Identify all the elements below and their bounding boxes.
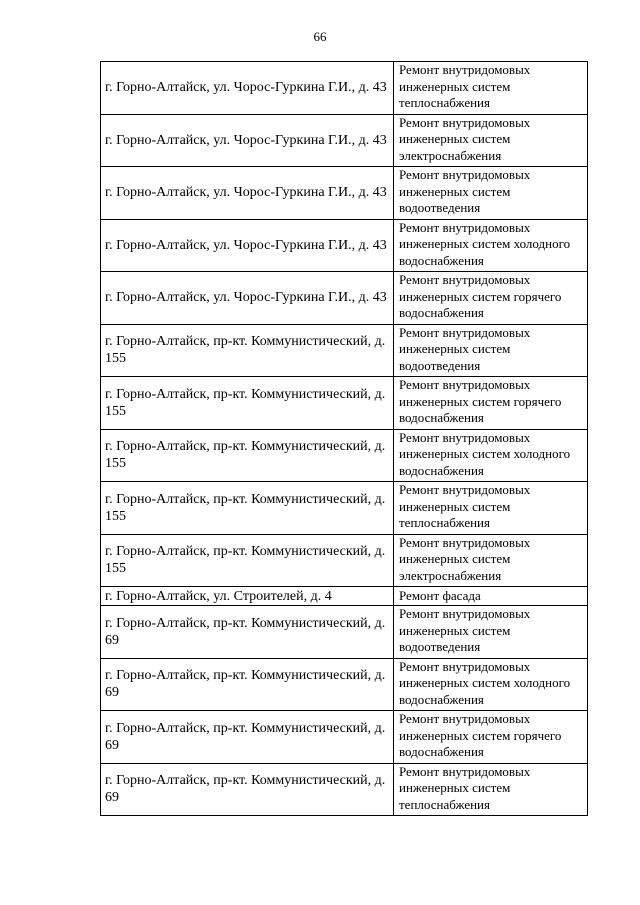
address-text: г. Горно-Алтайск, ул. Чорос-Гуркина Г.И., д. 43 (105, 132, 387, 148)
work-cell (394, 658, 588, 711)
work-text: Ремонт внутридомовых инженерных систем холодного водоснабжения (399, 429, 571, 478)
table-row (101, 377, 588, 430)
address-text: г. Горно-Алтайск, пр-кт. Коммунистический, д. 69 (105, 720, 386, 753)
work-text: Ремонт внутридомовых инженерных систем теплоснабжения (399, 62, 531, 110)
address-text: г. Горно-Алтайск, ул. Строителей, д. 4 (105, 588, 332, 604)
address-cell (101, 429, 394, 482)
table-row (101, 219, 588, 272)
address-text: г. Горно-Алтайск, пр-кт. Коммунистический, д. 155 (105, 334, 386, 367)
work-text: Ремонт внутридомовых инженерных систем водоотведения (399, 167, 531, 215)
work-text: Ремонт внутридомовых инженерных систем горячего водоснабжения (399, 377, 562, 425)
address-text: г. Горно-Алтайск, ул. Чорос-Гуркина Г.И., д. 43 (105, 290, 387, 306)
table-row (101, 429, 588, 482)
work-cell (394, 272, 588, 325)
work-cell (394, 711, 588, 764)
work-cell (394, 114, 588, 167)
table-row (101, 114, 588, 167)
address-cell (101, 606, 394, 659)
work-cell (394, 763, 588, 816)
work-text: Ремонт фасада (399, 587, 481, 603)
address-text: г. Горно-Алтайск, пр-кт. Коммунистический, д. 155 (105, 491, 386, 524)
address-cell (101, 587, 394, 606)
address-text: г. Горно-Алтайск, ул. Чорос-Гуркина Г.И., д. 43 (105, 80, 387, 96)
address-cell (101, 763, 394, 816)
work-cell (394, 606, 588, 659)
work-cell (394, 534, 588, 587)
work-text: Ремонт внутридомовых инженерных систем электроснабжения (399, 114, 531, 163)
address-cell (101, 658, 394, 711)
work-cell (394, 482, 588, 535)
work-text: Ремонт внутридомовых инженерных систем горячего водоснабжения (399, 272, 562, 320)
work-cell (394, 167, 588, 220)
address-cell (101, 534, 394, 587)
work-text: Ремонт внутридомовых инженерных систем водоотведения (399, 606, 531, 654)
table-row (101, 62, 588, 115)
address-text: г. Горно-Алтайск, ул. Чорос-Гуркина Г.И., д. 43 (105, 185, 387, 201)
work-text: Ремонт внутридомовых инженерных систем теплоснабжения (399, 482, 531, 530)
table-row (101, 587, 588, 606)
address-text: г. Горно-Алтайск, пр-кт. Коммунистический, д. 69 (105, 615, 386, 648)
address-text: г. Горно-Алтайск, пр-кт. Коммунистический, д. 155 (105, 439, 386, 472)
works-table-body (101, 62, 588, 816)
address-cell (101, 167, 394, 220)
work-text: Ремонт внутридомовых инженерных систем холодного водоснабжения (399, 658, 571, 707)
works-table (100, 61, 588, 816)
table-row (101, 658, 588, 711)
table-row (101, 482, 588, 535)
table-row (101, 272, 588, 325)
page-number: 66 (313, 29, 327, 44)
address-cell (101, 272, 394, 325)
address-cell (101, 377, 394, 430)
address-cell (101, 482, 394, 535)
address-text: г. Горно-Алтайск, пр-кт. Коммунистический, д. 155 (105, 544, 386, 577)
work-cell (394, 62, 588, 115)
work-text: Ремонт внутридомовых инженерных систем теплоснабжения (399, 763, 531, 812)
table-row (101, 534, 588, 587)
address-cell (101, 114, 394, 167)
work-cell (394, 429, 588, 482)
table-row (101, 324, 588, 377)
work-cell (394, 324, 588, 377)
address-cell (101, 219, 394, 272)
address-cell (101, 711, 394, 764)
table-row (101, 711, 588, 764)
address-text: г. Горно-Алтайск, пр-кт. Коммунистический, д. 155 (105, 386, 386, 419)
work-cell (394, 377, 588, 430)
address-text: г. Горно-Алтайск, пр-кт. Коммунистический, д. 69 (105, 773, 386, 806)
work-cell (394, 587, 588, 606)
work-text: Ремонт внутридомовых инженерных систем горячего водоснабжения (399, 711, 562, 759)
work-text: Ремонт внутридомовых инженерных систем водоотведения (399, 324, 531, 373)
work-cell (394, 219, 588, 272)
address-cell (101, 62, 394, 115)
table-row (101, 167, 588, 220)
table-row (101, 606, 588, 659)
table-row (101, 763, 588, 816)
address-text: г. Горно-Алтайск, ул. Чорос-Гуркина Г.И., д. 43 (105, 237, 387, 253)
work-text: Ремонт внутридомовых инженерных систем электроснабжения (399, 534, 531, 583)
address-text: г. Горно-Алтайск, пр-кт. Коммунистический, д. 69 (105, 668, 386, 701)
address-cell (101, 324, 394, 377)
work-text: Ремонт внутридомовых инженерных систем холодного водоснабжения (399, 219, 571, 268)
